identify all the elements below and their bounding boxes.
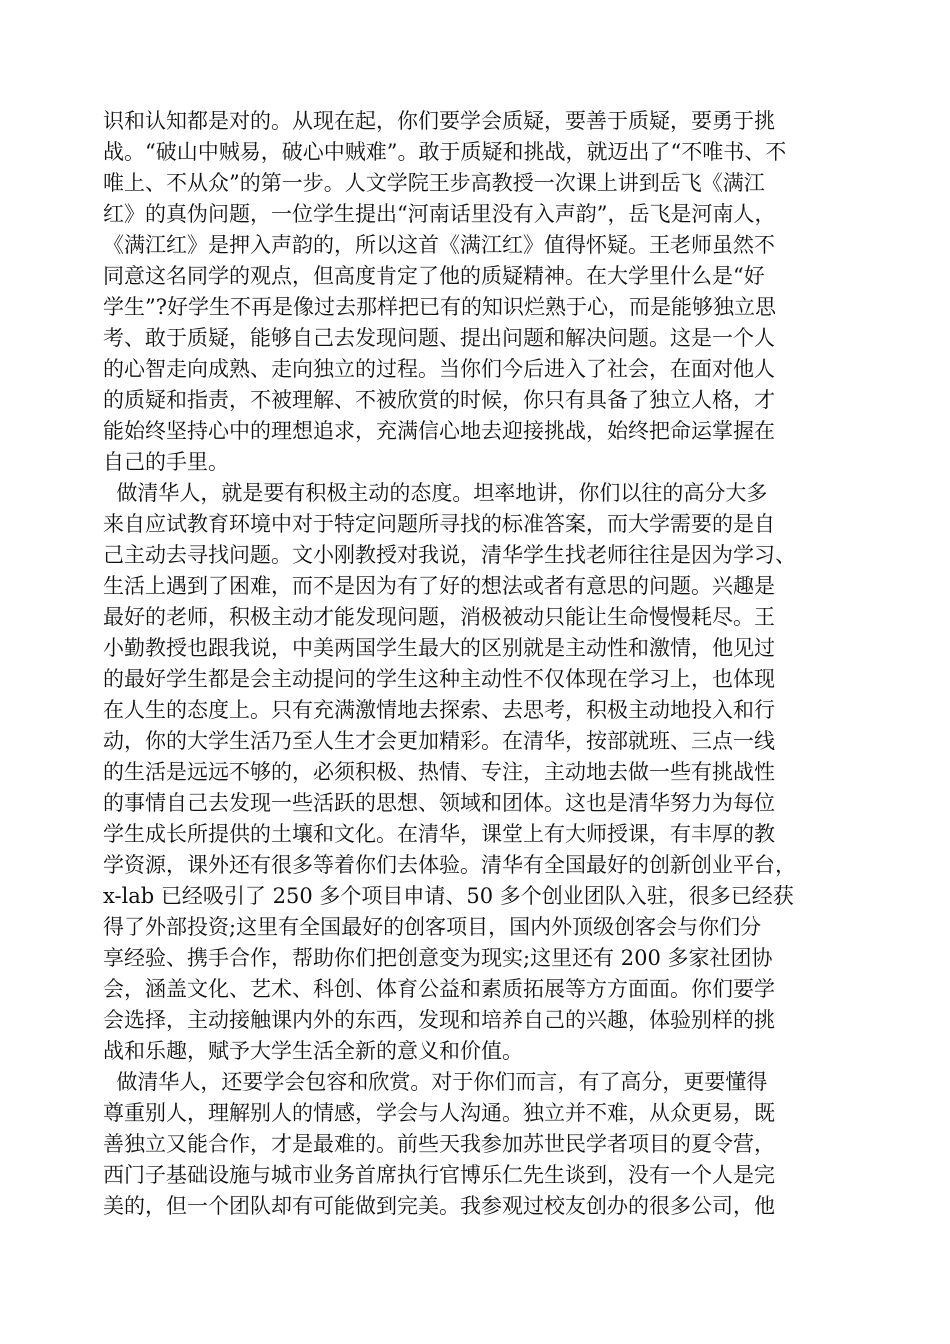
text-line: 的质疑和指责，不被理解、不被欣赏的时候，你只有具备了独立人格，才 (103, 388, 775, 412)
text-line: 《满江红》是押入声韵的，所以这首《满江红》值得怀疑。王老师虽然不 (103, 233, 775, 257)
text-line: 在人生的态度上。只有充满激情地去探索、去思考，积极主动地投入和行 (103, 698, 775, 722)
text-line: 战和乐趣，赋予大学生活全新的意义和价值。 (103, 1039, 523, 1063)
text-line: 小勤教授也跟我说，中美两国学生最大的区别就是主动性和激情，他见过 (103, 636, 775, 660)
text-line: 会选择，主动接触课内外的东西，发现和培养自己的兴趣，体验别样的挑 (103, 1008, 775, 1032)
text-line: 识和认知都是对的。从现在起，你们要学会质疑，要善于质疑，要勇于挑 (103, 109, 775, 133)
text-line: 最好的老师，积极主动才能发现问题，消极被动只能让生命慢慢耗尽。王 (103, 605, 775, 629)
text-line: 己主动去寻找问题。文小刚教授对我说，清华学生找老师往往是因为学习、 (103, 543, 796, 567)
text-line: 学生成长所提供的土壤和文化。在清华，课堂上有大师授课，有丰厚的教 (103, 822, 775, 846)
text-line: 能始终坚持心中的理想追求，充满信心地去迎接挑战，始终把命运掌握在 (103, 419, 775, 443)
text-line: 得了外部投资;这里有全国最好的创客项目，国内外顶级创客会与你们分 (103, 915, 762, 939)
text-line: 的事情自己去发现一些活跃的思想、领域和团体。这也是清华努力为每位 (103, 791, 775, 815)
body-text (103, 106, 863, 1222)
text-line: 享经验、携手合作，帮助你们把创意变为现实;这里还有 200 多家社团协 (103, 946, 773, 970)
text-line: 考、敢于质疑，能够自己去发现问题、提出问题和解决问题。这是一个人 (103, 326, 775, 350)
text-line: 尊重别人，理解别人的情感，学会与人沟通。独立并不难，从众更易，既 (103, 1101, 775, 1125)
text-line: 善独立又能合作，才是最难的。前些天我参加苏世民学者项目的夏令营， (103, 1132, 775, 1156)
text-line: 动，你的大学生活乃至人生才会更加精彩。在清华，按部就班、三点一线 (103, 729, 775, 753)
text-line: 会，涵盖文化、艺术、科创、体育公益和素质拓展等方方面面。你们要学 (103, 977, 775, 1001)
text-line: 战。“破山中贼易，破心中贼难”。敢于质疑和挑战，就迈出了“不唯书、不 (103, 140, 787, 164)
text-line: 同意这名同学的观点，但高度肯定了他的质疑精神。在大学里什么是“好 (103, 264, 765, 288)
text-line: 唯上、不从众”的第一步。人文学院王步高教授一次课上讲到岳飞《满江 (103, 171, 765, 195)
text-line: 自己的手里。 (103, 450, 229, 474)
text-line: 学资源，课外还有很多等着你们去体验。清华有全国最好的创新创业平台， (103, 853, 796, 877)
text-line: 的生活是远远不够的，必须积极、热情、专注，主动地去做一些有挑战性 (103, 760, 775, 784)
text-line: 美的，但一个团队却有可能做到完美。我参观过校友创办的很多公司，他 (103, 1194, 775, 1218)
text-line: x-lab 已经吸引了 250 多个项目申请、50 多个创业团队入驻，很多已经获 (103, 884, 794, 908)
text-line: 红》的真伪问题，一位学生提出“河南话里没有入声韵”，岳飞是河南人， (103, 202, 776, 226)
text-line: 生活上遇到了困难，而不是因为有了好的想法或者有意思的问题。兴趣是 (103, 574, 775, 598)
text-line: 的心智走向成熟、走向独立的过程。当你们今后进入了社会，在面对他人 (103, 357, 775, 381)
text-line: 做清华人，还要学会包容和欣赏。对于你们而言，有了高分，更要懂得 (103, 1070, 768, 1094)
text-line: 西门子基础设施与城市业务首席执行官博乐仁先生谈到，没有一个人是完 (103, 1163, 775, 1187)
text-line: 做清华人，就是要有积极主动的态度。坦率地讲，你们以往的高分大多 (103, 481, 768, 505)
text-line: 来自应试教育环境中对于特定问题所寻找的标准答案，而大学需要的是自 (103, 512, 775, 536)
text-line: 学生”?好学生不再是像过去那样把已有的知识烂熟于心，而是能够独立思 (103, 295, 776, 319)
text-line: 的最好学生都是会主动提问的学生这种主动性不仅体现在学习上，也体现 (103, 667, 775, 691)
